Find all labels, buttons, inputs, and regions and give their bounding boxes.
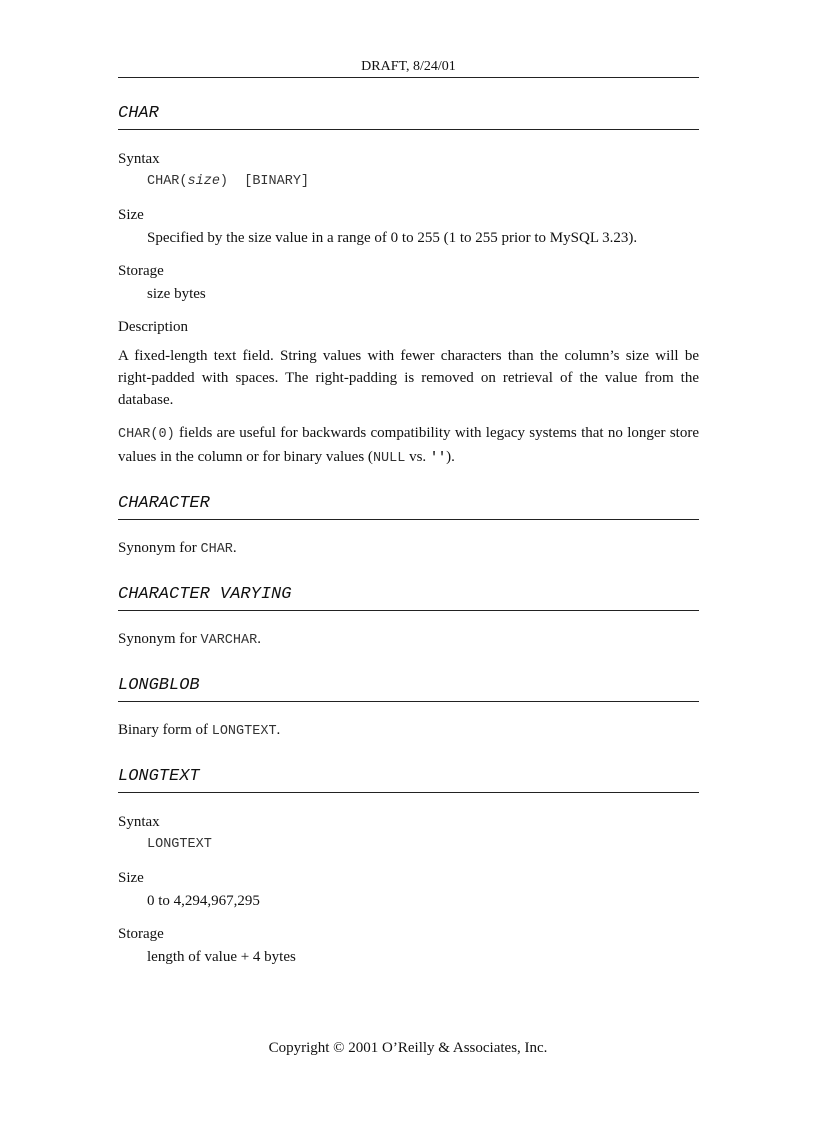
page-footer: Copyright © 2001 O’Reilly & Associates, Inc. (268, 1040, 548, 1056)
character-text-lead: Synonym for (118, 540, 201, 556)
char-size-value: Specified by the size value in a range of 0 to 255 (1 to 255 prior to MySQL 3.23). (147, 230, 638, 246)
longblob-text-lead: Binary form of (118, 722, 212, 738)
running-header: DRAFT, 8/24/01 (361, 59, 456, 74)
char-desc-code: CHAR(0) (118, 427, 175, 442)
header-rule (118, 77, 699, 78)
longtext-storage-value: length of value + 4 bytes (147, 949, 296, 965)
char-size-label: Size (118, 207, 144, 223)
char-syntax-rest: ) [BINARY] (219, 174, 310, 189)
char-description-label: Description (118, 319, 188, 335)
character-text (118, 537, 699, 561)
char-desc-empty: '' (429, 451, 447, 466)
entry-title-longtext: LONGTEXT (118, 765, 699, 793)
longblob-code: LONGTEXT (211, 724, 277, 739)
character-varying-end: . (257, 631, 261, 647)
character-varying-text-lead: Synonym for (118, 631, 201, 647)
char-desc-text: fields are useful for backwards compatibility with legacy systems that no longer store values in the column or for binary values ( (118, 425, 699, 465)
char-syntax-param: size (187, 174, 220, 189)
char-syntax-value (147, 171, 699, 193)
longtext-size-value: 0 to 4,294,967,295 (147, 893, 260, 909)
character-end: . (232, 540, 237, 556)
char-storage-value: size bytes (147, 286, 206, 302)
longtext-size-label: Size (118, 870, 144, 886)
char-desc-end: ). (446, 449, 455, 465)
character-varying-code: VARCHAR (200, 633, 258, 648)
entry-title-longblob: LONGBLOB (118, 674, 699, 702)
char-storage-label: Storage (118, 263, 164, 279)
entry-title-character-varying: CHARACTER VARYING (118, 583, 699, 611)
char-desc-null: NULL (372, 451, 406, 466)
char-description-para-1: A fixed-length text field. String values with fewer characters than the column’s size will be right-padded with spaces. The right-padding is removed on retrieval of the value from the database. (118, 348, 699, 408)
document-page (118, 0, 699, 1123)
longblob-text (118, 719, 699, 743)
char-syntax-label: Syntax (118, 151, 160, 167)
longblob-end: . (276, 722, 281, 738)
char-syntax-name: CHAR( (147, 174, 188, 189)
longtext-syntax-label: Syntax (118, 814, 160, 830)
char-description-para-2 (118, 422, 699, 470)
char-desc-vs: vs. (405, 449, 430, 465)
longtext-storage-label: Storage (118, 926, 164, 942)
entry-title-char: CHAR (118, 102, 699, 130)
character-varying-text (118, 628, 699, 652)
content (118, 102, 699, 968)
longtext-syntax-value: LONGTEXT (147, 837, 212, 852)
entry-title-character: CHARACTER (118, 492, 699, 520)
character-code: CHAR (200, 542, 233, 557)
